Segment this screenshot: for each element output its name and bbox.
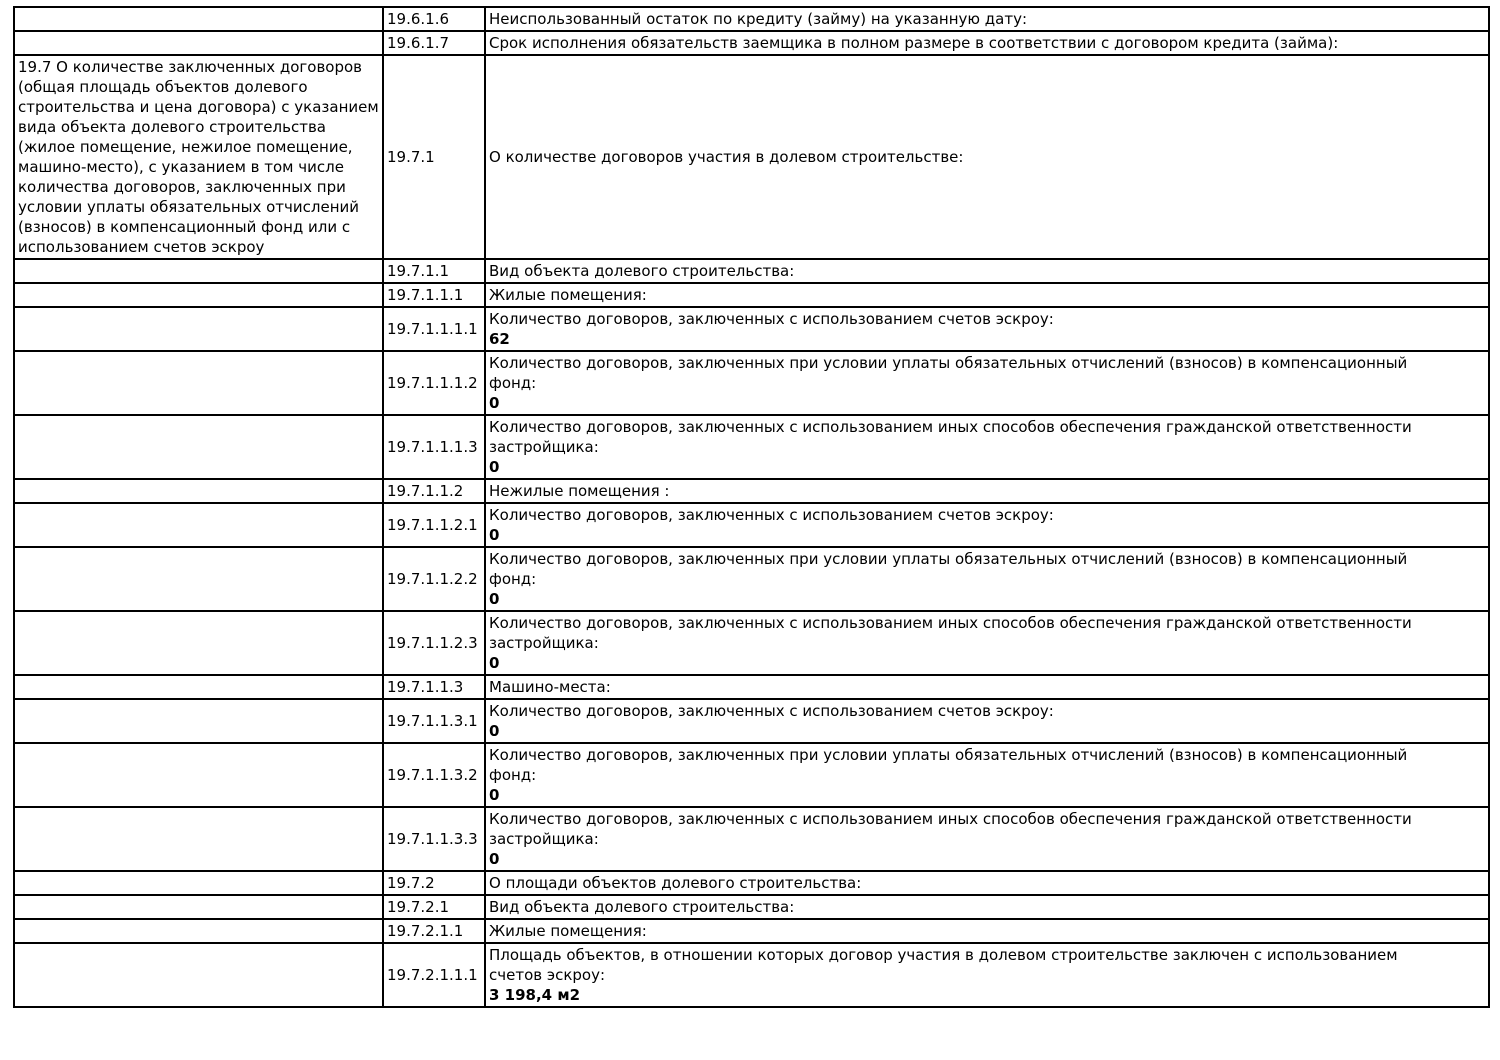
item-content-cell: [485, 871, 1489, 895]
item-value: 0: [489, 850, 500, 868]
section-description-cell: [14, 283, 383, 307]
item-label: Количество договоров, заключенных с использованием иных способов обеспечения гражданской ответственности застройщика:: [489, 418, 1412, 456]
table-row: [14, 479, 1489, 503]
item-label: Вид объекта долевого строительства:: [489, 898, 795, 916]
item-value: 0: [489, 786, 500, 804]
item-label: Вид объекта долевого строительства:: [489, 262, 795, 280]
section-description-cell: [14, 919, 383, 943]
item-content-cell: [485, 743, 1489, 807]
item-code-cell: 19.7.1.1.2: [383, 479, 485, 503]
item-value: 0: [489, 394, 500, 412]
section-description-cell: [14, 415, 383, 479]
declaration-table: [13, 6, 1490, 1008]
table-row: [14, 7, 1489, 31]
item-content-cell: [485, 675, 1489, 699]
item-code-cell: 19.7.2.1.1: [383, 919, 485, 943]
item-label: Количество договоров, заключенных с использованием счетов эскроу:: [489, 310, 1054, 328]
section-description-cell: [14, 611, 383, 675]
section-description-cell: [14, 7, 383, 31]
item-value: 3 198,4 м2: [489, 986, 581, 1004]
section-description-cell: [14, 895, 383, 919]
table-row: [14, 807, 1489, 871]
item-code-cell: 19.7.1.1.2.1: [383, 503, 485, 547]
table-row: [14, 675, 1489, 699]
declaration-table-body: [14, 7, 1489, 1007]
item-label: Количество договоров, заключенных с использованием счетов эскроу:: [489, 702, 1054, 720]
item-label: Количество договоров, заключенных при условии уплаты обязательных отчислений (взносов) в компенсационный фонд:: [489, 746, 1408, 784]
section-description-cell: [14, 479, 383, 503]
item-content-cell: [485, 547, 1489, 611]
section-description-cell: [14, 547, 383, 611]
item-code-cell: 19.7.1.1: [383, 259, 485, 283]
item-label: Жилые помещения:: [489, 286, 647, 304]
item-content-cell: [485, 919, 1489, 943]
item-label: Количество договоров, заключенных с использованием иных способов обеспечения гражданской ответственности застройщика:: [489, 614, 1412, 652]
item-content-cell: [485, 55, 1489, 259]
table-row: [14, 31, 1489, 55]
item-code-cell: 19.7.2.1: [383, 895, 485, 919]
item-label: Количество договоров, заключенных при условии уплаты обязательных отчислений (взносов) в компенсационный фонд:: [489, 354, 1408, 392]
section-description-cell: 19.7 О количестве заключенных договоров (общая площадь объектов долевого строительства и цена договора) с указанием вида объекта долевого строительства (жилое помещение, нежилое помещение, машино-место), с указанием в том числе количества договоров, заключенных при условии уплаты обязательных отчислений (взносов) в компенсационный фонд или с использованием счетов эскроу: [14, 55, 383, 259]
section-description-cell: [14, 699, 383, 743]
section-description-cell: [14, 351, 383, 415]
item-code-cell: 19.7.2: [383, 871, 485, 895]
item-content-cell: [485, 943, 1489, 1007]
item-code-cell: 19.7.1.1.2.3: [383, 611, 485, 675]
table-row: [14, 943, 1489, 1007]
table-row: [14, 283, 1489, 307]
item-content-cell: [485, 503, 1489, 547]
item-content-cell: [485, 895, 1489, 919]
item-label: О площади объектов долевого строительства:: [489, 874, 862, 892]
table-row: [14, 503, 1489, 547]
section-description-cell: [14, 503, 383, 547]
item-code-cell: 19.7.1.1.1.3: [383, 415, 485, 479]
item-label: Нежилые помещения :: [489, 482, 670, 500]
item-code-cell: 19.7.1.1.3.3: [383, 807, 485, 871]
item-value: 0: [489, 458, 500, 476]
item-content-cell: [485, 259, 1489, 283]
item-content-cell: [485, 283, 1489, 307]
item-code-cell: 19.7.1.1.3: [383, 675, 485, 699]
item-code-cell: 19.6.1.7: [383, 31, 485, 55]
item-value: 0: [489, 722, 500, 740]
table-row: [14, 55, 1489, 259]
item-value: 62: [489, 330, 510, 348]
table-row: [14, 743, 1489, 807]
table-row: [14, 351, 1489, 415]
item-code-cell: 19.7.1: [383, 55, 485, 259]
item-code-cell: 19.7.1.1.1: [383, 283, 485, 307]
item-code-cell: 19.7.1.1.1.2: [383, 351, 485, 415]
item-label: Количество договоров, заключенных при условии уплаты обязательных отчислений (взносов) в компенсационный фонд:: [489, 550, 1408, 588]
item-value: 0: [489, 526, 500, 544]
table-row: [14, 919, 1489, 943]
item-value: 0: [489, 654, 500, 672]
table-row: [14, 699, 1489, 743]
item-value: 0: [489, 590, 500, 608]
item-code-cell: 19.7.1.1.3.2: [383, 743, 485, 807]
item-code-cell: 19.7.2.1.1.1: [383, 943, 485, 1007]
section-description-cell: [14, 743, 383, 807]
item-content-cell: [485, 415, 1489, 479]
table-row: [14, 259, 1489, 283]
item-label: Срок исполнения обязательств заемщика в полном размере в соответствии с договором кредита (займа):: [489, 34, 1339, 52]
item-content-cell: [485, 307, 1489, 351]
item-code-cell: 19.7.1.1.2.2: [383, 547, 485, 611]
table-row: [14, 547, 1489, 611]
item-content-cell: [485, 699, 1489, 743]
section-description-cell: [14, 807, 383, 871]
section-description-cell: [14, 871, 383, 895]
item-label: Жилые помещения:: [489, 922, 647, 940]
item-content-cell: [485, 31, 1489, 55]
section-description-cell: [14, 943, 383, 1007]
item-code-cell: 19.7.1.1.3.1: [383, 699, 485, 743]
item-content-cell: [485, 611, 1489, 675]
table-row: [14, 415, 1489, 479]
item-label: Количество договоров, заключенных с использованием счетов эскроу:: [489, 506, 1054, 524]
section-description-cell: [14, 307, 383, 351]
table-row: [14, 871, 1489, 895]
section-description-cell: [14, 31, 383, 55]
section-description-cell: [14, 675, 383, 699]
item-content-cell: [485, 351, 1489, 415]
table-row: [14, 895, 1489, 919]
item-label: Площадь объектов, в отношении которых договор участия в долевом строительстве заключен с использованием счетов эскроу:: [489, 946, 1398, 984]
item-code-cell: 19.6.1.6: [383, 7, 485, 31]
item-content-cell: [485, 7, 1489, 31]
item-code-cell: 19.7.1.1.1.1: [383, 307, 485, 351]
section-description-cell: [14, 259, 383, 283]
item-label: О количестве договоров участия в долевом строительстве:: [489, 148, 964, 166]
item-content-cell: [485, 807, 1489, 871]
item-label: Неиспользованный остаток по кредиту (займу) на указанную дату:: [489, 10, 1028, 28]
item-content-cell: [485, 479, 1489, 503]
table-row: [14, 307, 1489, 351]
item-label: Машино-места:: [489, 678, 611, 696]
item-label: Количество договоров, заключенных с использованием иных способов обеспечения гражданской ответственности застройщика:: [489, 810, 1412, 848]
table-row: [14, 611, 1489, 675]
